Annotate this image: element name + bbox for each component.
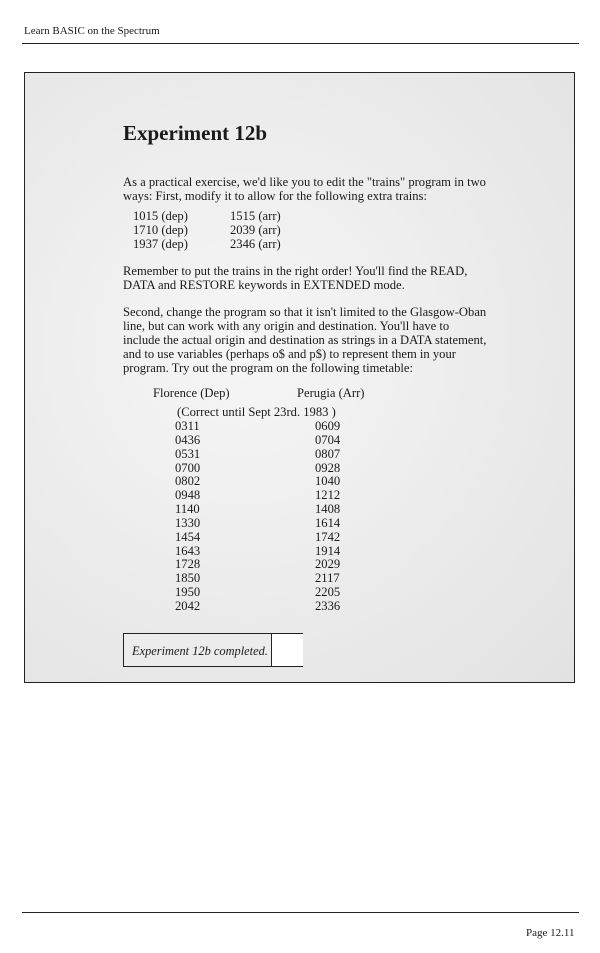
page-number: Page 12.11 bbox=[526, 927, 575, 939]
arr-time: 2205 bbox=[315, 585, 341, 600]
list-item bbox=[133, 209, 281, 223]
completion-label: Experiment 12b completed. bbox=[132, 644, 268, 658]
list-item bbox=[133, 237, 281, 251]
running-head: Learn BASIC on the Spectrum bbox=[24, 25, 160, 37]
timetable-header bbox=[153, 386, 365, 401]
table-row bbox=[175, 545, 340, 559]
table-row bbox=[175, 448, 340, 462]
train-arr: 2346 (arr) bbox=[230, 237, 281, 251]
table-row bbox=[175, 558, 340, 572]
dep-time: 1850 bbox=[175, 571, 201, 586]
arr-time: 2336 bbox=[315, 598, 341, 613]
train-dep: 1015 (dep) bbox=[133, 209, 188, 223]
experiment-title: Experiment 12b bbox=[123, 121, 268, 145]
arr-time: 2117 bbox=[315, 571, 340, 586]
train-arr: 1515 (arr) bbox=[230, 209, 281, 223]
arr-time: 1914 bbox=[315, 543, 341, 558]
completion-box bbox=[123, 633, 303, 667]
table-row bbox=[175, 462, 340, 476]
completion-checkbox[interactable] bbox=[271, 634, 303, 666]
arr-time: 1040 bbox=[315, 474, 341, 489]
dep-time: 0700 bbox=[175, 460, 201, 475]
experiment-panel bbox=[24, 72, 575, 683]
table-row bbox=[175, 475, 340, 489]
train-dep: 1710 (dep) bbox=[133, 223, 188, 237]
dep-time: 1728 bbox=[175, 557, 201, 572]
arr-time: 0704 bbox=[315, 432, 341, 447]
table-row bbox=[175, 586, 340, 600]
reminder-paragraph: Remember to put the trains in the right order! You'll find the READ, DATA and RESTORE keywords in EXTENDED mode. bbox=[123, 264, 468, 292]
arr-time: 2029 bbox=[315, 557, 341, 572]
table-row bbox=[175, 489, 340, 503]
table-row bbox=[175, 600, 340, 614]
timetable-rows bbox=[175, 420, 340, 614]
dep-time: 2042 bbox=[175, 598, 201, 613]
dep-time: 0436 bbox=[175, 432, 201, 447]
dep-time: 0531 bbox=[175, 446, 201, 461]
table-row bbox=[175, 517, 340, 531]
train-dep: 1937 (dep) bbox=[133, 237, 188, 251]
arr-time: 1408 bbox=[315, 502, 341, 517]
dep-time: 1330 bbox=[175, 515, 201, 530]
top-rule bbox=[22, 43, 579, 44]
table-row bbox=[175, 434, 340, 448]
table-row bbox=[175, 572, 340, 586]
dep-time: 0802 bbox=[175, 474, 201, 489]
arr-time: 0807 bbox=[315, 446, 341, 461]
arr-time: 0609 bbox=[315, 419, 341, 433]
intro-paragraph: As a practical exercise, we'd like you to edit the "trains" program in two ways: First, modify it to allow for the following extra trains: bbox=[123, 175, 486, 203]
arr-time: 1614 bbox=[315, 515, 341, 530]
arr-time: 1212 bbox=[315, 488, 341, 503]
arr-time: 0928 bbox=[315, 460, 341, 475]
dep-time: 0311 bbox=[175, 419, 200, 433]
second-task-paragraph: Second, change the program so that it isn't limited to the Glasgow-Oban line, but can work with any origin and destination. You'll have to include the actual origin and destination as strings in a DATA statement, and to use variables (perhaps o$ and p$) to represent them in your program. Try out the program on the following timetable: bbox=[123, 305, 487, 375]
dep-time: 1950 bbox=[175, 585, 201, 600]
list-item bbox=[133, 223, 281, 237]
origin-header: Florence (Dep) bbox=[153, 386, 230, 400]
table-row bbox=[175, 420, 340, 434]
destination-header: Perugia (Arr) bbox=[297, 386, 365, 400]
dep-time: 1454 bbox=[175, 529, 201, 544]
dep-time: 1140 bbox=[175, 502, 200, 517]
arr-time: 1742 bbox=[315, 529, 341, 544]
train-arr: 2039 (arr) bbox=[230, 223, 281, 237]
dep-time: 0948 bbox=[175, 488, 201, 503]
timetable-validity: (Correct until Sept 23rd. 1983 ) bbox=[177, 405, 336, 419]
dep-time: 1643 bbox=[175, 543, 201, 558]
table-row bbox=[175, 503, 340, 517]
bottom-rule bbox=[22, 912, 579, 913]
table-row bbox=[175, 531, 340, 545]
extra-trains-list bbox=[133, 209, 281, 251]
